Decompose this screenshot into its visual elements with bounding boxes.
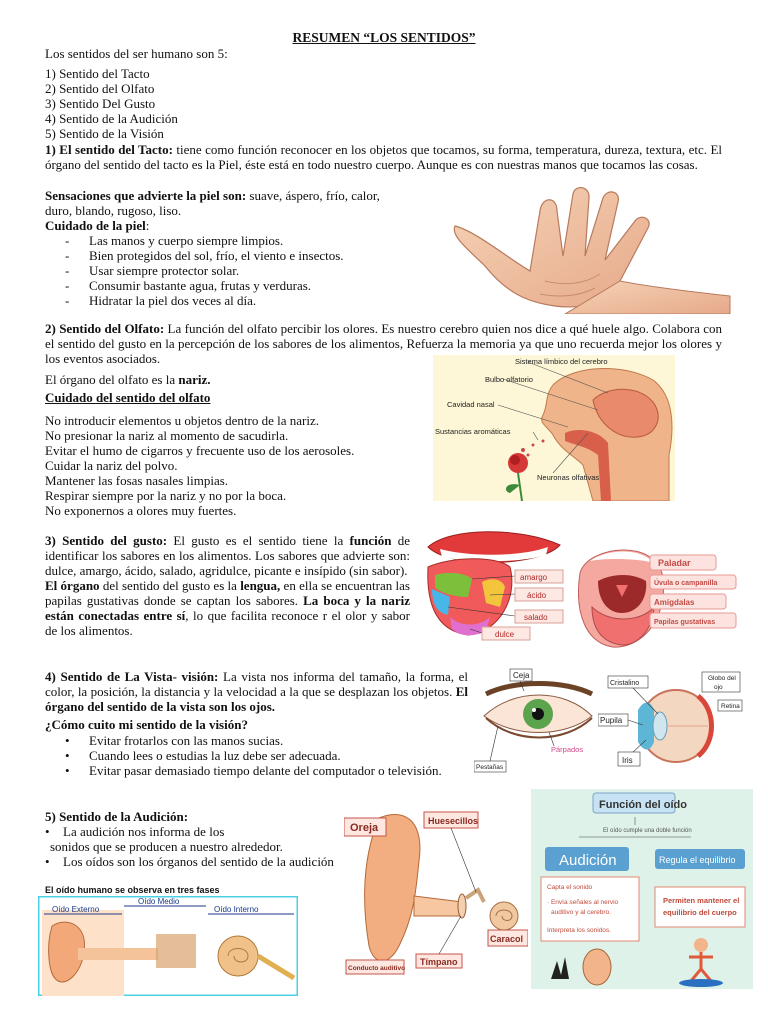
ear-phases-image bbox=[38, 896, 298, 996]
diagram-label: Bulbo olfatorio bbox=[485, 375, 533, 384]
poster-title: Función del oído bbox=[599, 799, 687, 811]
list-item: • Cuando lees o estudias la luz debe ser adecuada. bbox=[45, 748, 463, 763]
sens-text-2: duro, blando, rugoso, liso. bbox=[45, 203, 182, 218]
poster-equilibrio: Regula el equilibrio bbox=[659, 855, 736, 865]
gusto-text: de identificar los sabores en los alimentos. Los sabores que advierte son: dulce, amargo, ácido, salado, agridulce, picante e insípido (sin sabor). bbox=[45, 533, 410, 578]
phases-caption: El oído humano se observa en tres fases bbox=[45, 885, 220, 895]
list-item: 4) Sentido de la Audición bbox=[45, 111, 178, 126]
list-item: - Usar siempre protector solar. bbox=[45, 263, 445, 278]
olfato-organ bbox=[45, 372, 210, 387]
eyeball-label: ojo bbox=[714, 684, 723, 691]
eyeball-label: Cristalino bbox=[610, 680, 640, 687]
ear-label: Huesecillos bbox=[428, 816, 479, 826]
list-item: - Hidratar la piel dos veces al día. bbox=[45, 293, 445, 308]
vista-care-list bbox=[45, 733, 463, 778]
list-item: Respirar siempre por la nariz y no por la boca. bbox=[45, 488, 287, 503]
ear-label: Oreja bbox=[350, 822, 379, 834]
gusto-bold: El órgano bbox=[45, 578, 100, 593]
sens-text: suave, áspero, frío, calor, bbox=[246, 188, 380, 203]
taste-label: salado bbox=[524, 613, 548, 622]
list-item: • Evitar frotarlos con las manos sucias. bbox=[45, 733, 463, 748]
bullet-text: Los oídos son los órganos del sentido de la audición bbox=[63, 854, 334, 869]
sens-label: Sensaciones que advierte la piel son: bbox=[45, 188, 247, 203]
ear-anatomy bbox=[344, 806, 528, 978]
list-item: Cuidar la nariz del polvo. bbox=[45, 458, 178, 473]
list-item-cont: sonidos que se producen a nuestro alrededor. bbox=[50, 839, 283, 854]
tacto-care-list bbox=[45, 233, 445, 308]
list-item: Evitar el humo de cigarros y frecuente uso de los aerosoles. bbox=[45, 443, 355, 458]
vista-question: ¿Cómo cuito mi sentido de la visión? bbox=[45, 717, 248, 732]
list-item: 1) Sentido del Tacto bbox=[45, 66, 150, 81]
gusto-text: El gusto es el sentido tiene la bbox=[167, 533, 350, 548]
poster-item: · Envía señales al nervio bbox=[547, 899, 619, 906]
olfato-heading: 2) Sentido del Olfato: bbox=[45, 321, 165, 336]
intro-text: Los sentidos del ser humano son 5: bbox=[45, 46, 228, 61]
poster-item: Interpreta los sonidos. bbox=[547, 927, 611, 934]
gusto-paragraph bbox=[45, 533, 410, 638]
ear-function-poster bbox=[531, 789, 753, 989]
gusto-text: , lo que facilita reconoce r el olor y sabor de los alimentos. bbox=[45, 608, 410, 638]
vista-text: La vista nos informa del tamaño, la forma, el color, la posición, la distancia y la velocidad a la que se desplazan los objetos. bbox=[45, 669, 468, 699]
diagram-label: Cavidad nasal bbox=[447, 400, 495, 409]
tacto-body: tiene como función reconocer en los objetos que tocamos, su forma, temperatura, dureza, textura, etc. El órgano del sentido del tacto es la Piel, éste está en todo nuestro cuerpo. Aunque es con nuestras manos que tocamos las cosas. bbox=[45, 142, 723, 172]
poster-item: Capta el sonido bbox=[547, 884, 593, 891]
olfato-care-list bbox=[45, 413, 354, 518]
diagram-label: Sistema límbico del cerebro bbox=[515, 357, 608, 366]
taste-label: amargo bbox=[520, 573, 548, 582]
mouth-label: Papilas gustativas bbox=[654, 619, 716, 626]
care-label: Cuidado de la piel bbox=[45, 218, 146, 233]
mouth-label: Úvula o campanilla bbox=[654, 580, 718, 587]
ear-label: Conducto auditivo bbox=[348, 965, 406, 972]
poster-right-text: equilibrio del cuerpo bbox=[663, 908, 737, 917]
eyeball-diagram bbox=[598, 670, 743, 770]
list-item: - Consumir bastante agua, frutas y verduras. bbox=[45, 278, 445, 293]
vista-heading: 4) Sentido de La Vista- visión: bbox=[45, 669, 219, 684]
tacto-sensations bbox=[45, 188, 445, 308]
list-item: - Bien protegidos del sol, frío, el viento e insectos. bbox=[45, 248, 445, 263]
olfato-care-title: Cuidado del sentido del olfato bbox=[45, 390, 211, 405]
audicion-heading: 5) Sentido de la Audición: bbox=[45, 809, 189, 824]
list-item: - Las manos y cuerpo siempre limpios. bbox=[45, 233, 445, 248]
gusto-text: del sentido del gusto es la bbox=[99, 578, 241, 593]
tacto-heading: 1) El sentido del Tacto: bbox=[45, 142, 173, 157]
list-item: No introducir elementos u objetos dentro de la nariz. bbox=[45, 413, 320, 428]
nose-diagram bbox=[433, 355, 675, 501]
poster-item: auditivo y al cerebro. bbox=[551, 909, 611, 916]
diagram-label: Sustancias aromáticas bbox=[435, 427, 511, 436]
ear-label: Tímpano bbox=[420, 957, 458, 967]
care-colon: : bbox=[145, 218, 150, 233]
poster-audicion: Audición bbox=[559, 852, 617, 869]
list-item: No exponernos a olores muy fuertes. bbox=[45, 503, 237, 518]
olfato-body: La función del olfato percibir los olores. Es nuestro cerebro quien nos dice a qué huele algo. Colabora con el sentido del gusto en la percepción de los sabores de los alimentos, Refuerza la memoria ya que uno recuerda mejor los olores y los eventos asociados. bbox=[45, 321, 722, 366]
eye-label: Ceja bbox=[513, 671, 530, 680]
organ-bold: nariz. bbox=[178, 372, 211, 387]
poster-right-text: Permiten mantener el bbox=[663, 896, 740, 905]
bullet-text: La audición nos informa de los bbox=[63, 824, 225, 839]
list-item: • Los oídos son los órganos del sentido de la audición bbox=[45, 854, 334, 869]
tongue-map bbox=[420, 527, 570, 645]
gusto-bold: La boca y la nariz están conectadas entre sí bbox=[45, 593, 410, 623]
eye-illustration bbox=[474, 666, 599, 776]
list-item: No presionar la nariz al momento de sacudirla. bbox=[45, 428, 289, 443]
vista-bold: El órgano del sentido de la vista son los ojos. bbox=[45, 684, 468, 714]
hand-illustration bbox=[445, 186, 735, 314]
mouth-label: Paladar bbox=[658, 558, 691, 568]
list-item: 3) Sentido Del Gusto bbox=[45, 96, 156, 111]
gusto-text: en ella se encuentran las papilas gustativas donde se captan los sabores. bbox=[45, 578, 410, 608]
list-item: Mantener las fosas nasales limpias. bbox=[45, 473, 229, 488]
tacto-paragraph bbox=[45, 142, 722, 172]
eye-label: Párpados bbox=[551, 745, 584, 754]
ear-part-label: Oído Externo bbox=[52, 905, 100, 914]
gusto-heading: 3) Sentido del gusto: bbox=[45, 533, 168, 548]
audicion-block bbox=[45, 809, 352, 869]
mouth-diagram bbox=[578, 543, 738, 653]
list-item: • La audición nos informa de los bbox=[45, 824, 225, 839]
diagram-label: Neuronas olfativas bbox=[537, 473, 600, 482]
senses-list bbox=[45, 66, 178, 141]
eye-label: Pestañas bbox=[476, 764, 504, 771]
ear-part-label: Oído Interno bbox=[214, 905, 259, 914]
eyeball-label: Iris bbox=[622, 756, 633, 765]
eyeball-label: Pupila bbox=[600, 716, 623, 725]
eyeball-label: Globo del bbox=[708, 675, 736, 682]
list-item: 2) Sentido del Olfato bbox=[45, 81, 155, 96]
list-item: 5) Sentido de la Visión bbox=[45, 126, 164, 141]
taste-label: dulce bbox=[495, 630, 515, 639]
eyeball-label: Retina bbox=[721, 703, 740, 710]
taste-label: ácido bbox=[527, 591, 547, 600]
gusto-bold: lengua, bbox=[240, 578, 281, 593]
vista-paragraph bbox=[45, 669, 468, 714]
organ-pre: El órgano del olfato es la bbox=[45, 372, 179, 387]
gusto-bold: función bbox=[349, 533, 392, 548]
mouth-label: Amígdalas bbox=[654, 598, 695, 607]
poster-subtitle: El oído cumple una doble función bbox=[603, 828, 692, 834]
page-title: RESUMEN “LOS SENTIDOS” bbox=[292, 30, 476, 45]
ear-part-label: Oído Medio bbox=[138, 897, 180, 906]
ear-label: Caracol bbox=[490, 934, 524, 944]
list-item: • Evitar pasar demasiado tiempo delante del computador o televisión. bbox=[45, 763, 463, 778]
